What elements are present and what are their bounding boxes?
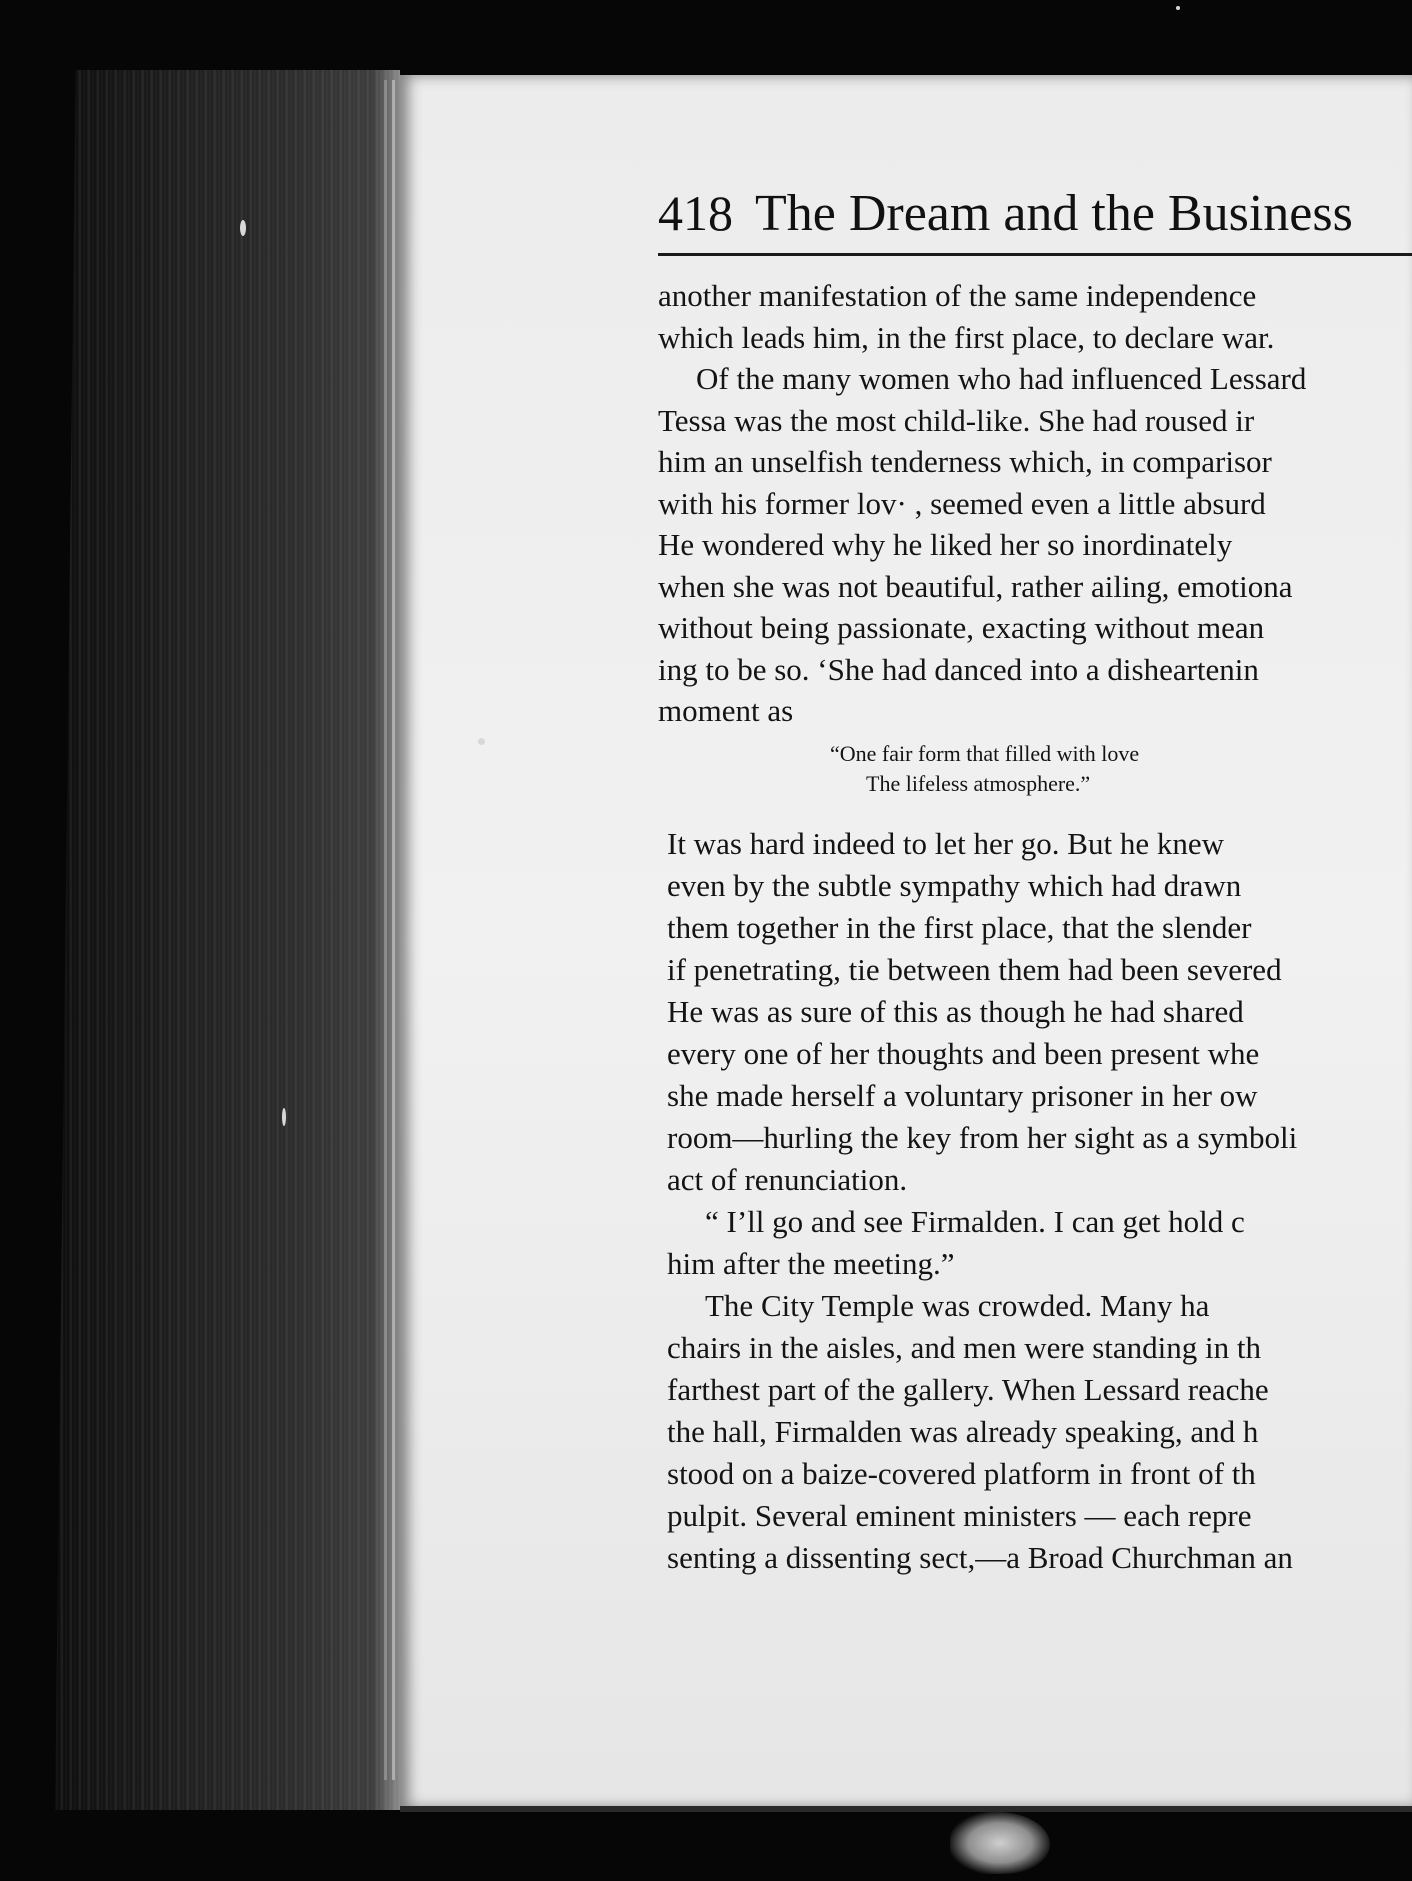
text-line: Of the many women who had influenced Lessard (696, 361, 1307, 396)
text-line: He was as sure of this as though he had shared (667, 994, 1244, 1029)
text-line: when she was not beautiful, rather ailing, emotiona (658, 568, 1293, 604)
text-line: ing to be so. ‘She had danced into a disheartenin (658, 651, 1259, 687)
text-line: The City Temple was crowded. Many ha (705, 1288, 1210, 1323)
text-line: every one of her thoughts and been present whe (667, 1036, 1260, 1071)
text-line: room—hurling the key from her sight as a symboli (667, 1120, 1298, 1155)
page-edge-highlight (392, 80, 395, 1780)
text-line: with his former lov· , seemed even a little absurd (658, 485, 1266, 521)
text-block-lower (667, 823, 1297, 1579)
page-number: 418 (658, 185, 733, 241)
text-line: farthest part of the gallery. When Lessard reache (667, 1372, 1269, 1407)
text-line: pulpit. Several eminent ministers — each repre (667, 1498, 1252, 1533)
page-edge-highlight (384, 80, 387, 1780)
running-head-title: The Dream and the Business (755, 185, 1353, 242)
text-line: chairs in the aisles, and men were standing in th (667, 1330, 1262, 1365)
text-line: him an unselfish tenderness which, in comparisor (658, 444, 1272, 479)
text-line: him after the meeting.” (667, 1246, 955, 1281)
book-page (400, 75, 1412, 1808)
text-line: without being passionate, exacting without mean (658, 610, 1265, 645)
text-line: stood on a baize-covered platform in front of th (667, 1456, 1256, 1491)
quote-line: The lifeless atmosphere.” (866, 771, 1091, 796)
text-line: she made herself a voluntary prisoner in her ow (667, 1078, 1258, 1113)
header-rule (658, 253, 1412, 256)
book-fore-edge (55, 70, 400, 1810)
quote-line: “One fair form that filled with love (830, 741, 1140, 766)
text-line: them together in the first place, that the slender (667, 910, 1252, 945)
scan-speck (478, 738, 485, 745)
scan-speck (282, 1108, 286, 1126)
page-bottom-edge (400, 1806, 1412, 1812)
text-line: which leads him, in the first place, to declare war. (658, 319, 1275, 355)
text-line: even by the subtle sympathy which had drawn (667, 868, 1242, 903)
running-head (658, 183, 1412, 244)
text-line: act of renunciation. (667, 1162, 908, 1197)
text-line: He wondered why he liked her so inordinately (658, 527, 1233, 562)
scan-speck (1176, 6, 1180, 10)
verse-quotation (830, 739, 1139, 799)
text-line: the hall, Firmalden was already speaking, and h (667, 1414, 1259, 1449)
text-line: “ I’ll go and see Firmalden. I can get hold c (705, 1204, 1245, 1239)
text-line: another manifestation of the same independence (658, 278, 1257, 313)
scan-artifact (950, 1812, 1050, 1874)
text-line: moment as (658, 693, 794, 728)
text-line: Tessa was the most child-like. She had roused ir (658, 402, 1255, 438)
text-block-upper (658, 275, 1306, 732)
scan-speck (240, 220, 246, 236)
text-line: senting a dissenting sect,—a Broad Churchman an (667, 1540, 1293, 1575)
text-line: if penetrating, tie between them had been severed (667, 952, 1282, 987)
text-line: It was hard indeed to let her go. But he knew (667, 826, 1224, 861)
